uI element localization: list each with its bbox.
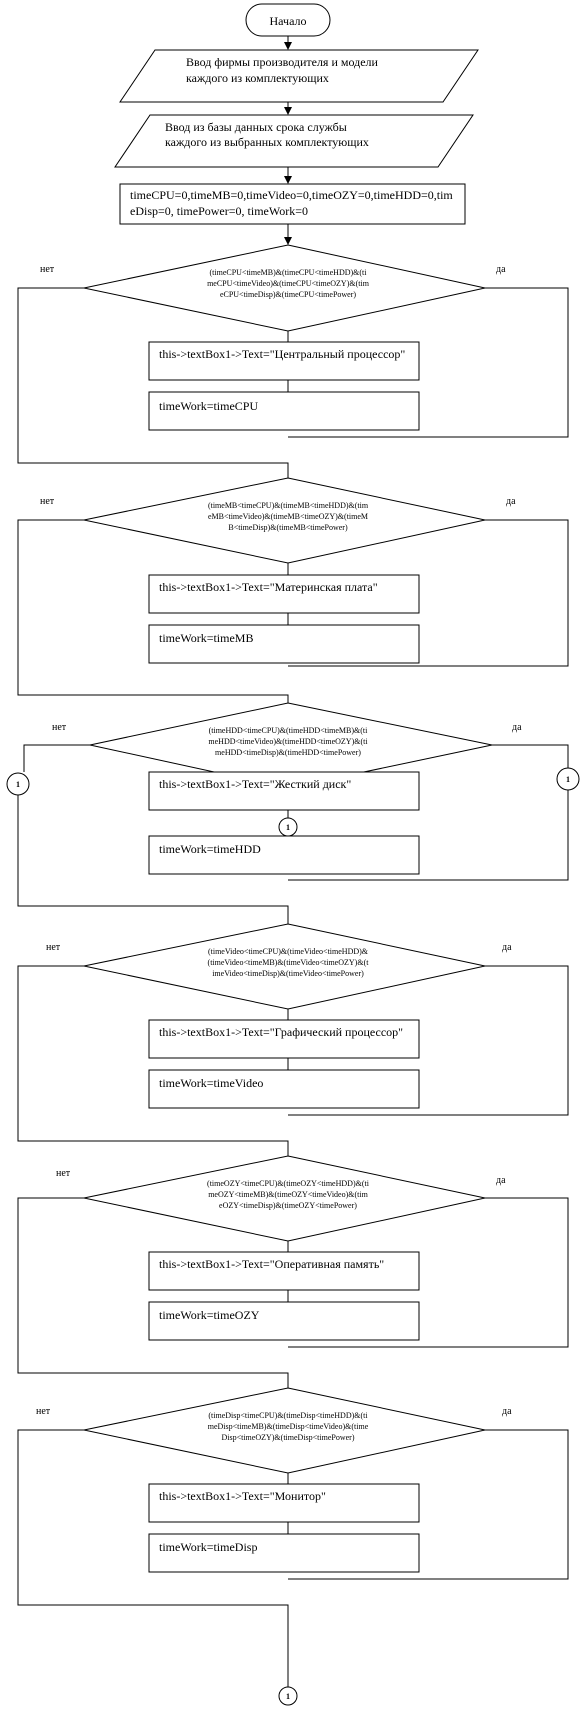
label-no-mb: нет xyxy=(40,496,55,507)
condition-ozy-line-2: meOZY<timeMB)&(timeOZY<timeVideo)&(tim xyxy=(208,1190,368,1199)
condition-cpu-line-3: eCPU<timeDisp)&(timeCPU<timePower) xyxy=(219,290,357,299)
decision-block-video xyxy=(18,924,568,1156)
decision-block-hdd xyxy=(18,703,568,924)
label-yes-mb: да xyxy=(506,496,516,507)
condition-hdd-line-3: meHDD<timeDisp)&(timeHDD<timePower) xyxy=(215,748,361,757)
condition-video-line-1: (timeVideo<timeCPU)&(timeVideo<timeHDD)& xyxy=(207,947,369,956)
label-no-video: нет xyxy=(46,942,61,953)
connector-right xyxy=(557,768,579,790)
start-label: Начало xyxy=(269,14,307,28)
init-line-1: timeCPU=0,timeMB=0,timeVideo=0,timeOZY=0,timeHDD=0,tim xyxy=(130,188,453,202)
connector-end xyxy=(279,1687,297,1705)
label-yes-ozy: да xyxy=(496,1175,506,1186)
label-no-cpu: нет xyxy=(40,264,55,275)
connector-end-label: 1 xyxy=(286,1692,290,1701)
condition-cpu-line-2: meCPU<timeVideo)&(timeCPU<timeOZY)&(tim xyxy=(207,279,369,288)
assign-text-disp: this->textBox1->Text="Монитор" xyxy=(159,1489,326,1503)
assign-work-cpu: timeWork=timeCPU xyxy=(159,399,259,413)
decision-cpu xyxy=(84,245,485,331)
decision-block-ozy xyxy=(18,1156,568,1388)
decision-block-mb xyxy=(18,478,568,703)
decision-block-disp xyxy=(18,1388,568,1687)
label-yes-hdd: да xyxy=(512,722,522,733)
assign-work-ozy: timeWork=timeOZY xyxy=(159,1308,260,1322)
decision-block-cpu xyxy=(18,245,568,478)
condition-mb-line-2: eMB<timeVideo)&(timeMB<timeOZY)&(timeM xyxy=(207,512,369,521)
assign-text-video: this->textBox1->Text="Графический процессор" xyxy=(159,1025,404,1039)
condition-video-line-3: imeVideo<timeDisp)&(timeVideo<timePower) xyxy=(212,969,364,978)
input-db-parallelogram xyxy=(115,115,473,167)
input-db-line-1: Ввод из базы данных срока службы xyxy=(165,120,347,134)
assign-text-mb: this->textBox1->Text="Материнская плата" xyxy=(159,580,378,594)
condition-disp-line-1: (timeDisp<timeCPU)&(timeDisp<timeHDD)&(ti xyxy=(208,1411,368,1420)
init-line-2: eDisp=0, timePower=0, timeWork=0 xyxy=(130,204,308,218)
condition-ozy-line-3: eOZY<timeDisp)&(timeOZY<timePower) xyxy=(219,1201,357,1210)
condition-hdd-line-2: meHDD<timeVideo)&(timeHDD<timeOZY)&(ti xyxy=(208,737,368,746)
assign-text-hdd: this->textBox1->Text="Жесткий диск" xyxy=(159,777,352,791)
connector-center-label: 1 xyxy=(286,823,290,832)
start-terminator xyxy=(246,4,330,36)
label-yes-disp: да xyxy=(502,1406,512,1417)
input-firm-parallelogram xyxy=(120,50,478,102)
condition-hdd-line-1: (timeHDD<timeCPU)&(timeHDD<timeMB)&(ti xyxy=(208,726,368,735)
connector-left-label: 1 xyxy=(16,780,20,789)
init-process xyxy=(120,184,465,224)
condition-cpu-line-1: (timeCPU<timeMB)&(timeCPU<timeHDD)&(ti xyxy=(209,268,367,277)
assign-work-video: timeWork=timeVideo xyxy=(159,1076,264,1090)
input-db-line-2: каждого из выбранных комплектующих xyxy=(165,135,369,149)
condition-mb-line-3: B<timeDisp)&(timeMB<timePower) xyxy=(228,523,348,532)
label-no-disp: нет xyxy=(36,1406,51,1417)
assign-work-disp: timeWork=timeDisp xyxy=(159,1540,258,1554)
condition-ozy-line-1: (timeOZY<timeCPU)&(timeOZY<timeHDD)&(ti xyxy=(207,1179,369,1188)
label-no-ozy: нет xyxy=(56,1168,71,1179)
label-no-hdd: нет xyxy=(52,722,67,733)
label-yes-cpu: да xyxy=(496,264,506,275)
assign-text-cpu: this->textBox1->Text="Центральный процессор" xyxy=(159,347,406,361)
condition-disp-line-2: meDisp<timeMB)&(timeDisp<timeVideo)&(time xyxy=(207,1422,369,1431)
assign-text-ozy: this->textBox1->Text="Оперативная память" xyxy=(159,1257,385,1271)
input-firm-line-1: Ввод фирмы производителя и модели xyxy=(186,55,378,69)
connector-right-label: 1 xyxy=(566,775,570,784)
connector-center xyxy=(279,818,297,836)
condition-disp-line-3: Disp<timeOZY)&(timeDisp<timePower) xyxy=(221,1433,355,1442)
input-firm-line-2: каждого из комплектующих xyxy=(186,71,329,85)
connector-left xyxy=(7,773,29,795)
assign-work-hdd: timeWork=timeHDD xyxy=(159,842,261,856)
condition-video-line-2: (timeVideo<timeMB)&(timeVideo<timeOZY)&(t xyxy=(207,958,369,967)
label-yes-video: да xyxy=(502,942,512,953)
assign-work-mb: timeWork=timeMB xyxy=(159,631,254,645)
condition-mb-line-1: (timeMB<timeCPU)&(timeMB<timeHDD)&(tim xyxy=(207,501,369,510)
